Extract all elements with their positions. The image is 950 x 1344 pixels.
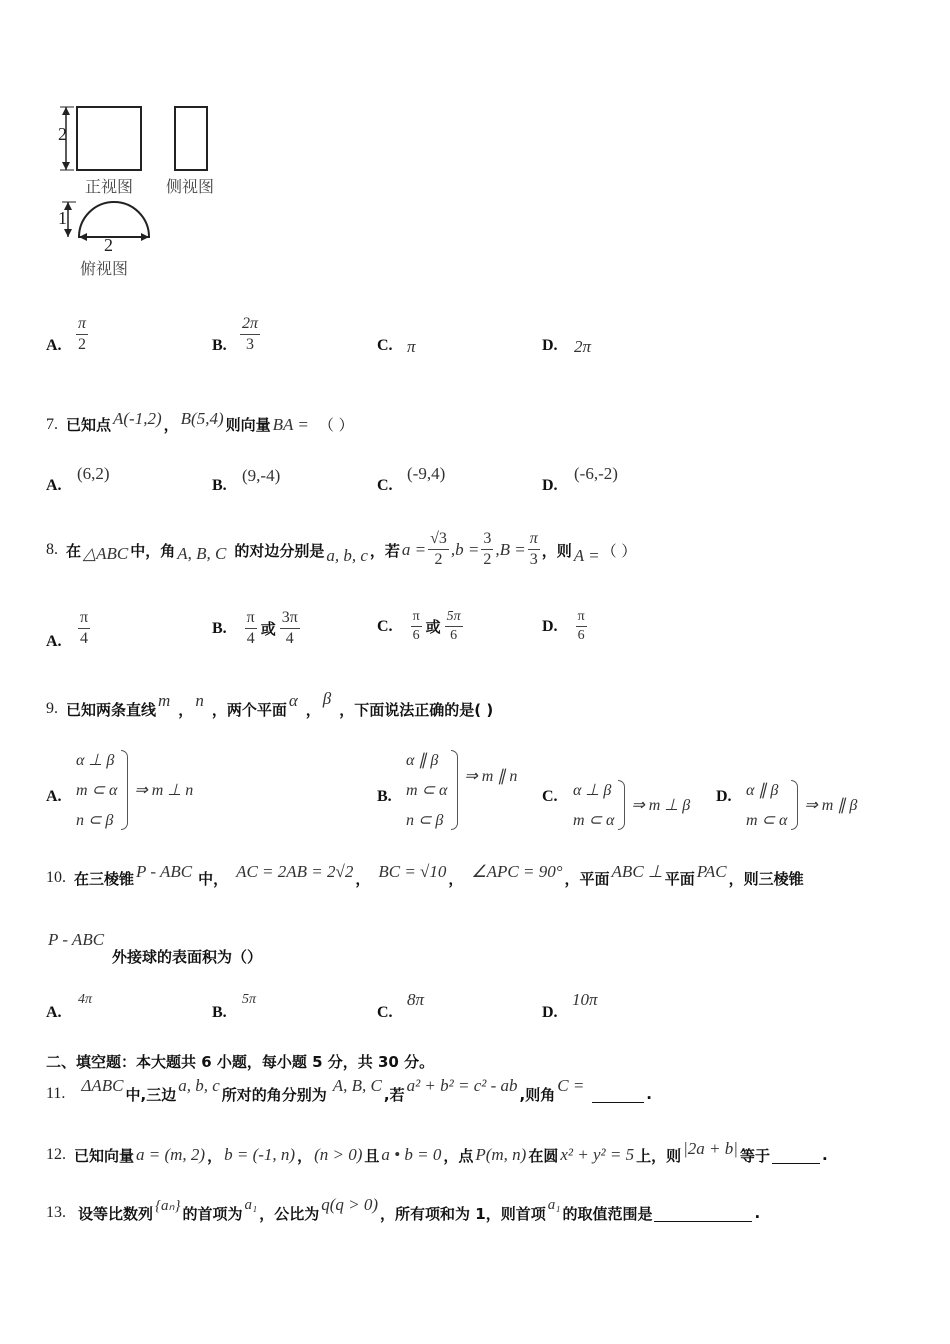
q6-option-b-frac [240,316,260,354]
q8-angles: A, B, C [177,544,227,563]
q12-answer-blank[interactable] [772,1147,820,1164]
q8-option-d [542,610,587,643]
q8-option-b-label: B. [212,619,227,637]
q8-opt-a-num: π [78,610,90,629]
q9-line-m: m [158,691,171,710]
q8-B-frac [528,531,540,569]
q8-opt-c-den1: 6 [412,627,420,643]
q13-text-1: 设等比数列 [78,1204,154,1223]
q10-text-1: 在三棱锥 [74,869,135,888]
q7-text-1: 已知点 [66,416,112,434]
q8-triangle: △ABC [83,544,129,563]
q8-opt-b-den1: 4 [246,629,255,647]
q11-answer-blank[interactable] [592,1086,644,1103]
q8-opt-c-num2: 5π [445,610,463,627]
height-arrow-up [62,107,70,115]
q8-stem [46,522,636,578]
q8-option-c-frac2 [445,610,463,643]
q11-end: . [646,1085,652,1103]
q11-stem [46,1074,652,1114]
q8-b-eq: ,b = [450,540,480,559]
q8-opt-b-den2: 4 [285,629,294,647]
q11-angles: A, B, C [332,1076,382,1095]
q10-option-b-value: 5π [242,992,257,1007]
q9-a-line2: m ⊂ α [76,782,118,799]
q8-option-d-frac [576,610,587,643]
q10-comma-1: ， [355,869,371,888]
q11-text-4: ,则角 [519,1085,556,1104]
q8-opt-d-den: 6 [577,627,585,643]
q8-ask: A = [573,546,600,565]
width-arrow-left [79,233,87,241]
dim-radius-label: 1 [58,208,67,228]
side-view-label: 侧视图 [166,177,215,196]
q7-paren: （ ） [318,416,354,434]
q12-magnitude: |2a + b| [683,1139,738,1158]
front-view-label: 正视图 [85,177,134,196]
q6-option-a-label: A. [46,337,62,354]
q8-text-3: 的对边分别是 [234,541,325,560]
q7-option-c-label: C. [377,477,393,494]
q12-text-3: ，点 [443,1146,474,1165]
q8-a-den: 2 [434,551,443,568]
top-view-semicircle [79,202,149,237]
q9-option-a-system [76,750,193,830]
q8-sides: a, b, c [326,546,368,565]
q6-a-den: 2 [78,335,86,353]
width-arrow-right [141,233,149,241]
q13-a1: a₁ [244,1196,258,1213]
q7-vector: BA = [272,414,309,434]
q8-opt-c-den2: 6 [450,627,458,643]
q9-c-brace [618,780,625,830]
q9-d-line1: α ∥ β [746,782,779,799]
q10-plane-1: ABC ⊥ [611,862,663,881]
q9-stem [46,689,494,726]
q9-option-c-label: C. [542,788,558,805]
q12-text-2: 且 [364,1146,380,1165]
q12-circle: x² + y² = 5 [560,1145,635,1164]
q9-text-3: ，下面说法正确的是( ) [339,700,494,719]
q13-text-4: ，所有项和为 1，则首项 [380,1204,546,1223]
q12-stem [46,1138,828,1172]
q8-option-b [212,610,300,648]
q10-eq-2: BC = √10 [378,862,447,881]
q13-ratio: q(q > 0) [321,1195,379,1214]
q11-ask: C = [557,1076,585,1095]
q8-b-num: 3 [481,531,493,550]
q10-text-4: 平面 [664,869,695,888]
q10-comma-2: ， [448,869,464,888]
q12-text-6: 等于 [739,1146,770,1165]
q12-vector-b: b = (-1, n) [224,1145,296,1164]
q8-option-b-frac1 [245,610,257,648]
q9-comma-2: ， [305,700,321,719]
q8-option-c-or: 或 [425,618,441,637]
q9-b-brace [451,750,458,830]
q7-option-b-label: B. [212,477,227,494]
q9-option-d-label: D. [716,788,732,805]
q10-text-5: ，则三棱锥 [728,869,804,888]
q12-text-5: 上，则 [636,1146,682,1165]
q12-comma-1: ， [207,1146,223,1165]
q10-option-a-label: A. [46,1004,62,1021]
q6-option-d-label: D. [542,337,558,354]
dim-height-label: 2 [58,124,67,144]
q12-condition: (n > 0) [314,1145,363,1164]
q7-option-d-value: (-6,-2) [574,464,618,483]
q9-a-brace [121,750,128,830]
q12-comma-2: ， [297,1146,313,1165]
q8-a-frac [428,531,449,569]
q11-text-3: ,若 [383,1085,405,1104]
q9-d-result: ⇒ m ∥ β [804,797,858,814]
q10-option-b-label: B. [212,1004,227,1021]
q7-option-a-value: (6,2) [77,464,110,483]
q6-a-num: π [76,316,88,335]
q9-c-line1: α ⊥ β [573,782,612,799]
q12-point: P(m, n) [475,1145,527,1164]
section-2-title: 二、填空题：本大题共 6 小题，每小题 5 分，共 30 分。 [46,1053,435,1071]
q7-point-a: A(-1,2) [113,408,162,428]
q8-b-den: 2 [483,551,492,568]
q6-option-a-frac [76,316,88,354]
q9-option-c-system [573,780,690,830]
q9-b-result: ⇒ m ∥ n [464,768,518,785]
q8-text-1: 在 [66,541,82,560]
q10-text-2: 中， [198,869,229,888]
q10-option-c-label: C. [377,1004,393,1021]
q9-b-line3: n ⊂ β [406,812,444,829]
q7-option-c-value: (-9,4) [407,464,446,483]
q9-line-n: n [195,691,204,710]
q7-point-b: B(5,4) [180,408,224,428]
dim-width-label: 2 [104,235,113,255]
q7-option-b-value: (9,-4) [242,466,281,485]
q13-text-2: 的首项为 [182,1204,243,1223]
q8-option-c-frac1 [411,610,422,643]
q13-stem [46,1196,760,1230]
q7-stem [46,408,354,435]
q8-opt-a-den: 4 [80,629,89,647]
q9-a-result: ⇒ m ⊥ n [134,782,194,799]
q10-pyramid-1: P - ABC [136,862,193,881]
q9-option-a-label: A. [46,788,62,805]
q11-text-2: 所对的角分别为 [221,1085,327,1104]
q10-option-a-value: 4π [78,992,93,1007]
q8-B-den: 3 [529,551,538,568]
q12-vector-a: a = (m, 2) [136,1145,206,1164]
q8-opt-c-num1: π [411,610,422,627]
q10-option-c-value: 8π [407,990,425,1009]
q11-number: 11. [46,1085,66,1102]
q8-option-c-label: C. [377,617,393,635]
q10-text-3: ，平面 [564,869,610,888]
q6-option-d-value: 2π [574,337,592,356]
q8-a-num: √3 [428,531,449,550]
q8-paren: （ ） [601,541,637,560]
q9-c-line2: m ⊂ α [573,812,615,829]
q13-sequence: {aₙ} [155,1197,181,1214]
q8-option-d-label: D. [542,617,558,635]
q7-number: 7. [46,415,58,433]
q9-plane-beta: β [322,689,332,708]
q13-a1-again: a₁ [547,1196,561,1213]
q9-b-line1: α ∥ β [406,752,439,769]
q8-opt-d-num: π [576,610,587,627]
q9-d-line2: m ⊂ α [746,812,788,829]
q12-text-4: 在圆 [528,1146,559,1165]
q12-end: . [821,1146,828,1164]
q8-option-a-label: A. [46,633,62,650]
q9-c-result: ⇒ m ⊥ β [631,797,691,814]
q11-text-1: 中,三边 [125,1085,177,1104]
top-view-label: 俯视图 [80,259,129,278]
q9-d-brace [791,780,798,830]
q10-text-6: 外接球的表面积为（） [112,948,263,966]
q7-text-2: 则向量 [225,416,271,434]
q10-number: 10. [46,869,66,886]
side-view-rect [175,107,207,170]
q13-answer-blank[interactable] [654,1205,752,1222]
q11-triangle: ΔABC [81,1076,124,1095]
q8-option-b-frac2 [280,610,300,648]
q10-stem-line1 [46,860,804,896]
q9-a-line1: α ⊥ β [76,752,115,769]
q10-option-d-label: D. [542,1004,558,1021]
q8-opt-b-num2: 3π [280,610,300,629]
q10-option-d-value: 10π [572,990,598,1009]
q13-text-3: ，公比为 [259,1204,320,1223]
q6-option-c-value: π [407,337,416,356]
q10-eq-1: AC = 2AB = 2√2 [236,862,354,881]
q11-equation: a² + b² = c² - ab [406,1076,518,1095]
q10-stem-line2 [48,930,262,964]
q6-b-den: 3 [246,335,254,353]
q8-text-4: ，若 [369,541,400,560]
q8-text-5: ，则 [541,541,572,560]
q7-comma: ， [163,416,179,434]
q8-B-eq: ,B = [495,540,526,559]
q9-option-b-label: B. [377,788,392,805]
q9-plane-alpha: α [288,691,298,710]
q9-text-2: ，两个平面 [211,700,287,719]
q9-option-d-system [746,780,857,830]
q13-end: . [754,1204,761,1222]
q9-b-line2: m ⊂ α [406,782,448,799]
q13-text-5: 的取值范围是 [562,1204,653,1223]
q10-eq-3: ∠APC = 90° [471,862,563,881]
q8-option-a-frac [78,610,90,648]
q8-text-2: 中，角 [130,541,176,560]
q12-dot: a • b = 0 [381,1145,442,1164]
q9-text-1: 已知两条直线 [66,700,157,719]
q10-plane-2: PAC [696,862,727,881]
q8-option-b-or: 或 [260,620,276,639]
q6-b-num: 2π [240,316,260,335]
q8-b-frac [481,531,493,569]
front-view-rect [77,107,141,170]
q8-opt-b-num1: π [245,610,257,629]
q8-option-c [377,610,463,643]
q11-sides: a, b, c [178,1076,220,1095]
q9-comma-1: ， [178,700,194,719]
q9-a-line3: n ⊂ β [76,812,114,829]
q9-option-b-system [406,750,517,830]
q13-number: 13. [46,1204,66,1221]
q12-number: 12. [46,1146,66,1163]
q6-option-b-label: B. [212,337,227,354]
q7-option-d-label: D. [542,477,558,494]
q9-number: 9. [46,700,58,717]
q6-option-c-label: C. [377,337,393,354]
q8-B-num: π [528,531,540,550]
q7-option-a-label: A. [46,477,62,494]
q12-text-1: 已知向量 [74,1146,135,1165]
height-arrow-down [62,162,70,170]
q8-a-eq: a = [401,540,427,559]
q10-pyramid-2: P - ABC [48,930,105,949]
q8-number: 8. [46,541,58,558]
radius-arrow-down [64,229,72,237]
